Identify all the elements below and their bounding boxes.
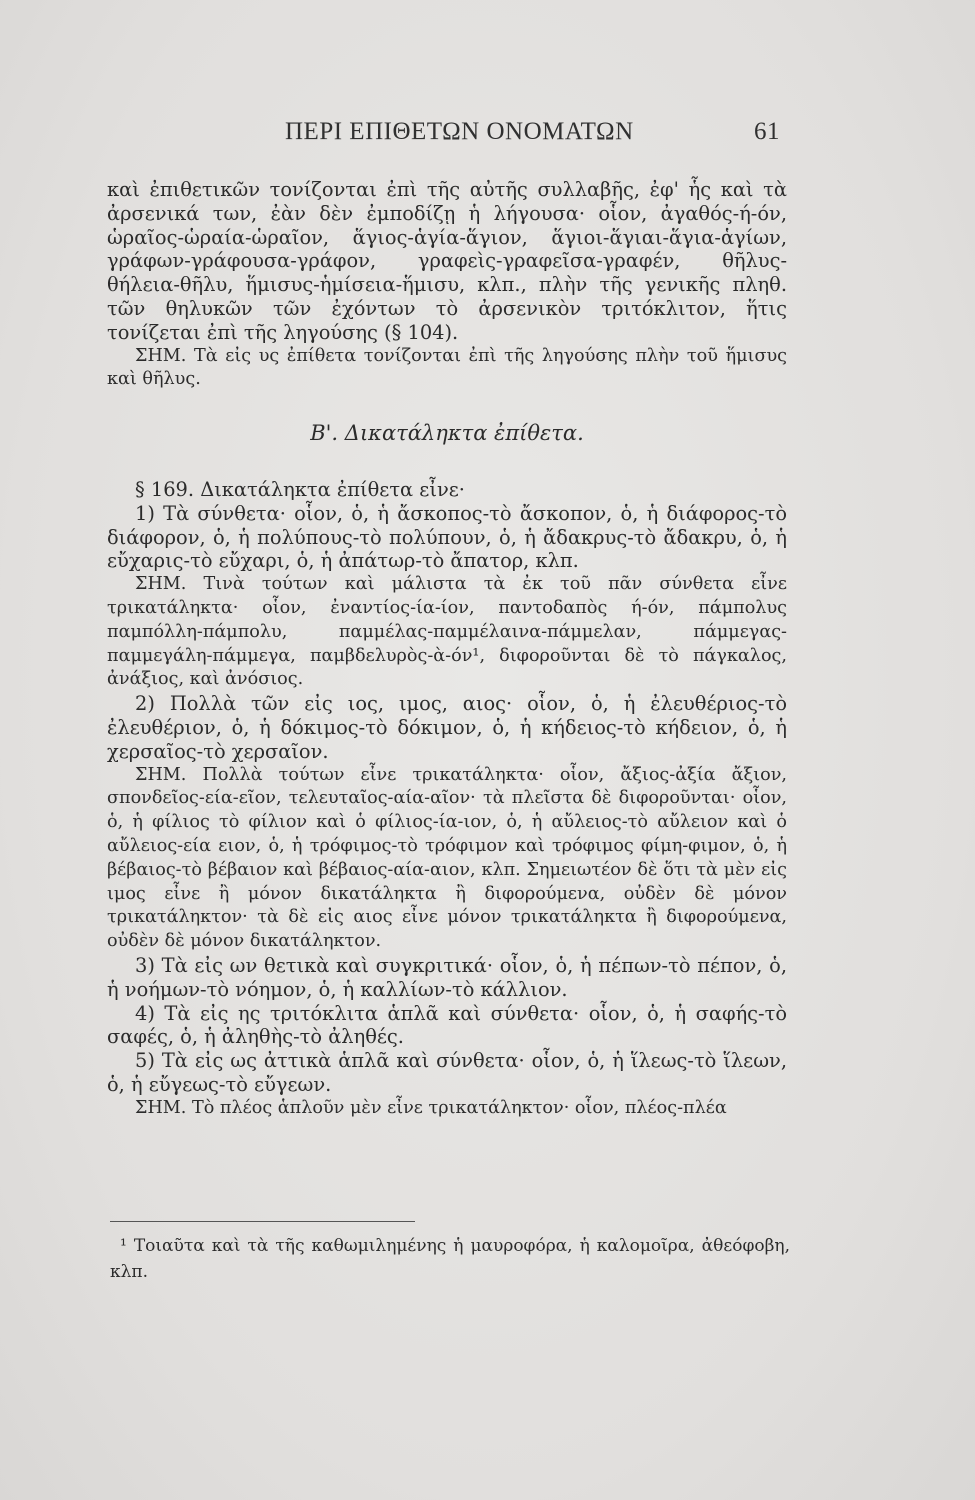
note-paragraph: ΣΗΜ. Τὸ πλέος ἁπλοῦν μὲν εἶνε τρικατάληκτον· οἷον, πλέος-πλέα [135, 1097, 727, 1118]
note-paragraph: ΣΗΜ. Πολλὰ τούτων εἶνε τρικατάληκτα· οἷον, ἄξιος-ἀξία ἄξιον, σπονδεῖος-εία-εῖον, τελευταῖος-αία-αῖον· τὰ πλεῖστα δὲ διφοροῦνται· οἷον, ὁ, ἡ φίλιος τὸ φίλιον καὶ ὁ φίλιος-ία-ιον, ὁ, ἡ αὔλειος-τὸ αὔλειον καὶ ὁ αὔλειος-εία ειον, ὁ, ἡ τρόφιμος-τὸ τρόφιμον καὶ τρόφιμος φίμη-φιμον, ὁ, ἡ βέβαιος-τὸ βέβαιον καὶ βέβαιος-αία-αιον, κλπ. Σημειωτέον δὲ ὅτι τὰ μὲν εἰς ιμος εἶνε ἢ μόνον δικατάληκτα ἢ διφορούμενα, οὐδὲν δὲ μόνον τρικατάληκτον· τὰ δὲ εἰς αιος εἶνε μόνον τρικατάληκτα ἢ διφορούμενα, οὐδὲν δὲ μόνον δικατάληκτον. [107, 764, 787, 952]
footnote: ¹ Τοιαῦτα καὶ τὰ τῆς καθωμιλημένης ἡ μαυροφόρα, ἡ καλομοῖρα, ἀθεόφοβη, κλπ. [110, 1236, 790, 1282]
list-item-1: 1) Τὰ σύνθετα· οἷον, ὁ, ἡ ἄσκοπος-τὸ ἄσκοπον, ὁ, ἡ διάφορος-τὸ διάφορον, ὁ, ἡ πολύπους-τὸ πολύπουν, ὁ, ἡ ἄδακρυς-τὸ ἄδακρυ, ὁ, ἡ εὔχαρις-τὸ εὔχαρι, ὁ, ἡ ἀπάτωρ-τὸ ἄπατορ, κλπ. [107, 501, 787, 573]
page-number: 61 [754, 118, 780, 145]
section-subheading: Β'. Δικατάληκτα ἐπίθετα. [310, 421, 584, 446]
note-paragraph: ΣΗΜ. Τινὰ τούτων καὶ μάλιστα τὰ ἐκ τοῦ πᾶν σύνθετα εἶνε τρικατάληκτα· οἷον, ἐναντίος-ία-ίον, παντοδαπὸς ή-όν, πάμπολυς παμπόλλη-πάμπολυ, παμμέλας-παμμέλαινα-πάμμελαν, πάμμεγας-παμμεγάλη-πάμμεγα, παμβδελυρὸς-ὰ-όν¹, διφοροῦνται δὲ τὸ πάγκαλος, ἀνάξιος, καὶ ἀνόσιος. [107, 574, 787, 690]
main-text [107, 178, 787, 1120]
list-item-3: 3) Τὰ εἰς ων θετικὰ καὶ συγκριτικά· οἷον, ὁ, ἡ πέπων-τὸ πέπον, ὁ, ἡ νοήμων-τὸ νόημον, ὁ, ἡ καλλίων-τὸ κάλλιον. [107, 953, 787, 1001]
list-item-2: 2) Πολλὰ τῶν εἰς ιος, ιμος, αιος· οἷον, ὁ, ἡ ἐλευθέριος-τὸ ἐλευθέριον, ὁ, ἡ δόκιμος-τὸ δόκιμον, ὁ, ἡ κήδειος-τὸ κήδειον, ὁ, ἡ χερσαῖος-τὸ χερσαῖον. [107, 692, 787, 763]
note-paragraph: ΣΗΜ. Τὰ εἰς υς ἐπίθετα τονίζονται ἐπὶ τῆς ληγούσης πλὴν τοῦ ἥμισυς καὶ θῆλυς. [107, 345, 787, 390]
chapter-title: ΠΕΡΙ ΕΠΙΘΕΤΩΝ ΟΝΟΜΑΤΩΝ [285, 118, 634, 145]
footnote-divider [110, 1221, 415, 1222]
list-item-4: 4) Τὰ εἰς ης τριτόκλιτα ἁπλᾶ καὶ σύνθετα· οἷον, ὁ, ἡ σαφής-τὸ σαφές, ὁ, ἡ ἀληθὴς-τὸ ἀληθές. [107, 1001, 787, 1049]
list-item-5: 5) Τὰ εἰς ως ἀττικὰ ἁπλᾶ καὶ σύνθετα· οἷον, ὁ, ἡ ἵλεως-τὸ ἵλεων, ὁ, ἡ εὔγεως-τὸ εὔγεων. [107, 1049, 787, 1096]
paragraph-continuation: καὶ ἐπιθετικῶν τονίζονται ἐπὶ τῆς αὐτῆς συλλαβῆς, ἐφ' ἧς καὶ τὰ ἀρσενικά των, ἐὰν δὲν ἐμποδίζῃ ἡ λήγουσα· οἷον, ἀγαθός-ή-όν, ὡραῖος-ὡραία-ὡραῖον, ἅγιος-ἁγία-ἅγιον, ἅγιοι-ἅγιαι-ἅγια-ἁγίων, γράφων-γράφουσα-γράφον, γραφεὶς-γραφεῖσα-γραφέν, θῆλυς-θήλεια-θῆλυ, ἥμισυς-ἡμίσεια-ἥμισυ, κλπ., πλὴν τῆς γενικῆς πληθ. τῶν θηλυκῶν τῶν ἐχόντων τὸ ἀρσενικὸν τριτόκλιτον, ἥτις τονίζεται ἐπὶ τῆς ληγούσης (§ 104). [107, 178, 787, 344]
section-169-heading: § 169. Δικατάληκτα ἐπίθετα εἶνε· [135, 477, 465, 501]
